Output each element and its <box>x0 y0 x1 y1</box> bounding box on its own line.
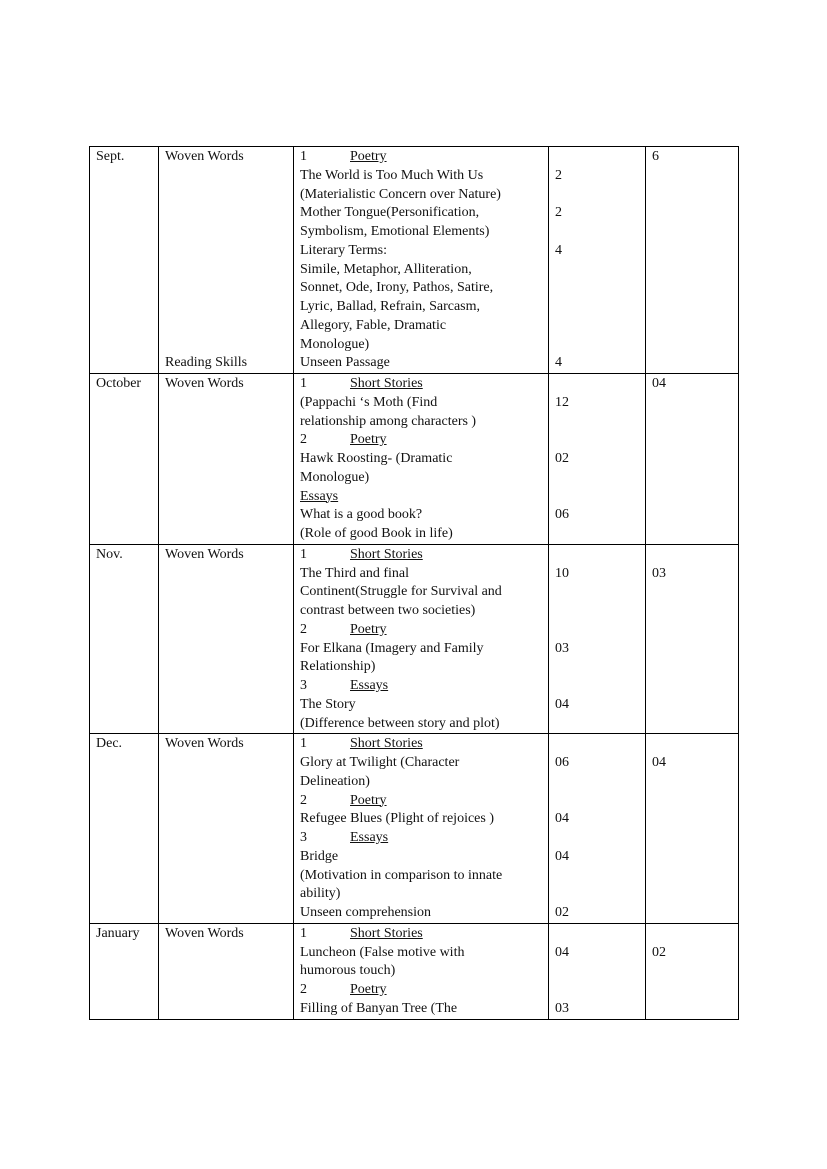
period-value: 2 <box>555 205 562 221</box>
item-number: 3 <box>300 830 307 845</box>
book-label: Woven Words <box>165 376 244 391</box>
content-text: Relationship) <box>300 659 376 675</box>
content-line <box>300 394 542 413</box>
content-text: relationship among characters ) <box>300 413 477 429</box>
period-value <box>555 261 639 280</box>
month-cell <box>90 374 159 545</box>
month-label: Dec. <box>96 736 123 752</box>
content-line <box>300 810 542 829</box>
section-heading: Poetry <box>350 621 387 637</box>
content-line <box>300 904 542 923</box>
period-value <box>555 317 639 336</box>
content-line <box>300 204 542 223</box>
content-line <box>300 754 542 773</box>
period-value <box>555 735 639 754</box>
content-line <box>300 640 542 659</box>
period-value <box>555 792 639 811</box>
item-number: 2 <box>300 982 307 997</box>
content-line <box>300 186 542 205</box>
total-cell <box>646 147 739 374</box>
content-text: Monologue) <box>300 469 370 485</box>
month-label: Nov. <box>96 546 123 562</box>
content-line <box>300 867 542 886</box>
content-line <box>300 885 542 904</box>
item-number: 1 <box>300 925 307 941</box>
period-value <box>555 621 639 640</box>
period-value <box>555 925 639 944</box>
content-line <box>300 848 542 867</box>
content-line <box>300 375 542 394</box>
content-cell <box>294 147 549 374</box>
content-line <box>300 658 542 677</box>
content-text: (Materialistic Concern over Nature) <box>300 186 501 202</box>
period-value: 02 <box>555 451 569 466</box>
period-value <box>555 583 639 602</box>
item-number: 1 <box>300 736 307 752</box>
month-cell <box>90 734 159 924</box>
period-value <box>555 546 639 565</box>
content-text: Bridge <box>300 848 339 864</box>
content-text: Symbolism, Emotional Elements) <box>300 224 490 239</box>
periods-cell <box>549 544 646 734</box>
content-line <box>300 242 542 261</box>
content-cell <box>294 544 549 734</box>
period-value <box>555 431 639 450</box>
period-value: 10 <box>555 565 569 581</box>
period-value: 06 <box>555 507 569 523</box>
period-value <box>555 658 639 677</box>
content-line <box>300 696 542 715</box>
total-cell <box>646 544 739 734</box>
book-label: Woven Words <box>165 736 244 752</box>
section-heading: Essays <box>350 830 389 845</box>
table-row <box>90 734 739 924</box>
content-text: Monologue) <box>300 336 370 352</box>
period-value <box>555 525 639 544</box>
period-value: 04 <box>555 811 569 827</box>
periods-cell <box>549 374 646 545</box>
content-line <box>300 279 542 298</box>
content-text: The World is Too Much With Us <box>300 167 484 183</box>
content-cell <box>294 923 549 1019</box>
content-cell <box>294 374 549 545</box>
content-text: Literary Terms: <box>300 242 388 258</box>
period-value <box>555 413 639 432</box>
periods-cell <box>549 923 646 1019</box>
content-text: Filling of Banyan Tree (The <box>300 1000 458 1016</box>
total-value: 04 <box>652 755 666 770</box>
period-value: 4 <box>555 242 562 258</box>
period-value <box>555 867 639 886</box>
book-cell <box>159 734 294 924</box>
content-line <box>300 792 542 811</box>
book-cell <box>159 147 294 374</box>
content-line <box>300 488 542 507</box>
content-line <box>300 981 542 1000</box>
content-line <box>300 450 542 469</box>
total-cell <box>646 374 739 545</box>
content-line <box>300 925 542 944</box>
content-line <box>300 565 542 584</box>
period-value <box>555 829 639 848</box>
period-value <box>555 375 639 394</box>
content-text: Continent(Struggle for Survival and <box>300 584 502 600</box>
period-value <box>555 148 639 167</box>
total-value: 04 <box>652 376 666 391</box>
section-heading: Essays <box>350 678 389 693</box>
content-line <box>300 773 542 792</box>
content-text: humorous touch) <box>300 963 396 979</box>
content-text: Luncheon (False motive with <box>300 944 465 960</box>
period-value <box>555 773 639 792</box>
section-heading: Poetry <box>350 982 387 997</box>
content-line <box>300 735 542 754</box>
periods-cell <box>549 734 646 924</box>
content-line <box>300 1000 542 1019</box>
content-line <box>300 167 542 186</box>
book-label: Woven Words <box>165 149 244 164</box>
period-value <box>555 279 639 298</box>
period-value: 04 <box>555 848 569 864</box>
period-value: 04 <box>555 944 569 960</box>
book-cell <box>159 374 294 545</box>
period-value: 04 <box>555 696 569 712</box>
periods-cell <box>549 147 646 374</box>
period-value: 02 <box>555 905 569 920</box>
section-heading: Short Stories <box>350 546 423 562</box>
month-label: October <box>96 376 142 391</box>
content-line <box>300 148 542 167</box>
section-heading: Poetry <box>350 149 387 164</box>
content-text: (Role of good Book in life) <box>300 526 453 541</box>
item-number: 3 <box>300 678 307 693</box>
period-value <box>555 715 639 734</box>
content-text: The Third and final <box>300 565 409 581</box>
table-row <box>90 147 739 374</box>
content-line <box>300 413 542 432</box>
table-row <box>90 544 739 734</box>
item-number: 2 <box>300 621 307 637</box>
content-line <box>300 261 542 280</box>
content-text: ability) <box>300 886 341 902</box>
content-line <box>300 298 542 317</box>
content-text: contrast between two societies) <box>300 603 476 618</box>
content-line <box>300 506 542 525</box>
content-line <box>300 944 542 963</box>
content-cell <box>294 734 549 924</box>
period-value: 03 <box>555 1000 569 1016</box>
book-label: Woven Words <box>165 546 244 562</box>
total-cell <box>646 734 739 924</box>
section-heading: Poetry <box>350 792 387 808</box>
content-text: Allegory, Fable, Dramatic <box>300 317 447 333</box>
month-label: January <box>96 925 140 941</box>
item-number: 2 <box>300 432 307 448</box>
content-line <box>300 354 542 373</box>
content-text: (Pappachi ‘s Moth (Find <box>300 394 438 410</box>
content-line <box>300 317 542 336</box>
content-line <box>300 677 542 696</box>
period-value <box>555 469 639 488</box>
total-value: 03 <box>652 565 666 581</box>
period-value <box>555 981 639 1000</box>
content-text: Unseen Passage <box>300 355 390 371</box>
month-cell <box>90 544 159 734</box>
period-value: 2 <box>555 167 562 183</box>
period-value <box>555 488 639 507</box>
content-text: Hawk Roosting- (Dramatic <box>300 451 453 466</box>
content-line <box>300 546 542 565</box>
period-value <box>555 677 639 696</box>
content-line <box>300 602 542 621</box>
section-heading: Short Stories <box>350 925 423 941</box>
content-line <box>300 469 542 488</box>
month-cell <box>90 923 159 1019</box>
item-number: 2 <box>300 792 307 808</box>
period-value <box>555 885 639 904</box>
content-text: Sonnet, Ode, Irony, Pathos, Satire, <box>300 280 494 296</box>
section-heading: Short Stories <box>350 376 423 391</box>
table-row <box>90 923 739 1019</box>
section-heading: Short Stories <box>350 736 423 752</box>
total-cell <box>646 923 739 1019</box>
section-heading: Essays <box>300 488 339 504</box>
item-number: 1 <box>300 546 307 562</box>
content-text: Refugee Blues (Plight of rejoices ) <box>300 811 495 827</box>
content-line <box>300 431 542 450</box>
syllabus-table <box>89 146 739 1020</box>
content-text: Lyric, Ballad, Refrain, Sarcasm, <box>300 299 480 314</box>
book-label-secondary: Reading Skills <box>165 355 248 371</box>
content-text: The Story <box>300 696 356 712</box>
total-value: 6 <box>652 149 659 164</box>
period-value <box>555 962 639 981</box>
month-label: Sept. <box>96 149 125 164</box>
content-text: Simile, Metaphor, Alliteration, <box>300 261 472 277</box>
content-line <box>300 715 542 734</box>
content-text: Glory at Twilight (Character <box>300 755 460 770</box>
content-text: What is a good book? <box>300 507 423 523</box>
content-text: Unseen comprehension <box>300 905 432 920</box>
period-value: 4 <box>555 355 562 371</box>
content-line <box>300 621 542 640</box>
content-text: For Elkana (Imagery and Family <box>300 640 484 656</box>
content-text: (Motivation in comparison to innate <box>300 867 503 883</box>
month-cell <box>90 147 159 374</box>
period-value <box>555 223 639 242</box>
content-line <box>300 583 542 602</box>
period-value <box>555 336 639 355</box>
table-row <box>90 374 739 545</box>
content-line <box>300 223 542 242</box>
period-value <box>555 186 639 205</box>
period-value <box>555 602 639 621</box>
period-value: 12 <box>555 394 569 410</box>
content-line <box>300 829 542 848</box>
item-number: 1 <box>300 149 307 164</box>
total-value: 02 <box>652 944 666 960</box>
period-value: 03 <box>555 640 569 656</box>
period-value: 06 <box>555 755 569 770</box>
book-cell <box>159 544 294 734</box>
book-label: Woven Words <box>165 925 244 941</box>
content-line <box>300 525 542 544</box>
content-line <box>300 336 542 355</box>
content-text: Mother Tongue(Personification, <box>300 205 480 221</box>
content-text: (Difference between story and plot) <box>300 715 500 731</box>
content-line <box>300 962 542 981</box>
period-value <box>555 298 639 317</box>
item-number: 1 <box>300 376 307 391</box>
book-cell <box>159 923 294 1019</box>
content-text: Delineation) <box>300 773 370 789</box>
section-heading: Poetry <box>350 432 387 448</box>
